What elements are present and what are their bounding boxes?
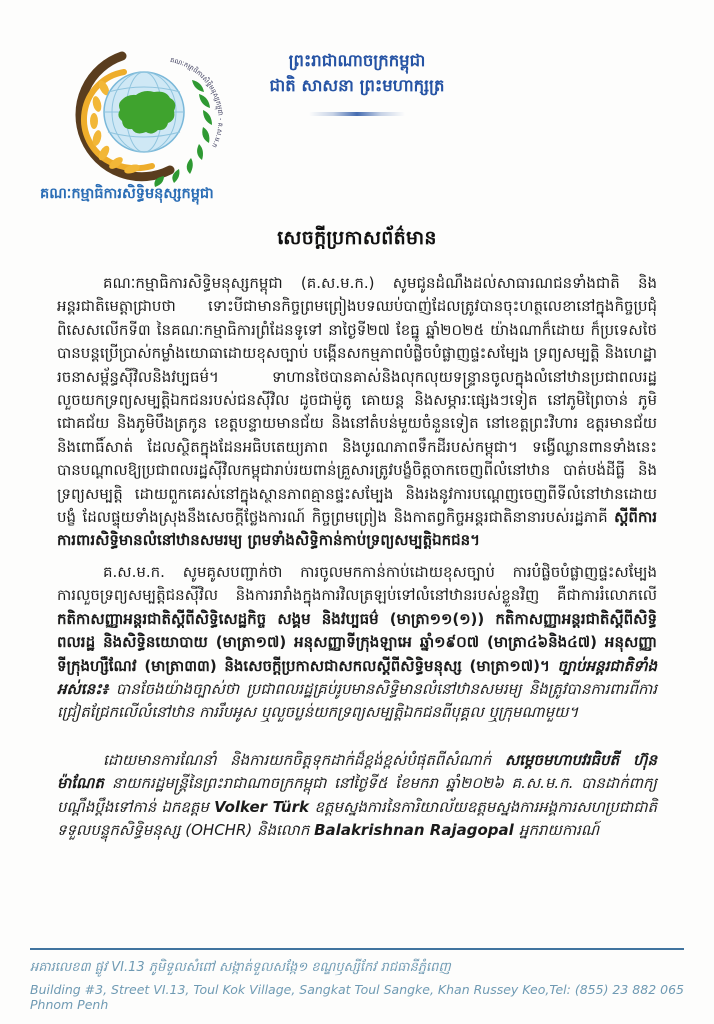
text-run: ដោយមានការណែនាំ និងការយកចិត្តទុកដាក់ដ៏ខ្ពង់ខ្ពស់បំផុតពីសំណាក់ xyxy=(103,750,505,769)
footer-address-khmer: អគារលេខ៣ ផ្លូវ VI.13 ភូមិទួលសំពៅ សង្កាត់ទួលសង្កែ១ ខណ្ឌឫស្សីកែវ រាជធានីភ្នំពេញ xyxy=(30,960,451,975)
paragraph xyxy=(57,749,657,843)
footer xyxy=(30,948,684,1012)
motto-line: ជាតិ សាសនា ព្រះមហាក្សត្រ xyxy=(269,76,445,95)
header-center xyxy=(0,48,714,116)
text-run: គណៈកម្មាធិការសិទ្ធិមនុស្សកម្ពុជា (គ.ស.ម.ក.) សូមជូនដំណឹងដល់សាធារណជនទាំងជាតិ និងអន្តរជាតិមេត្តាជ្រាបថា ទោះបីជាមានកិច្ចព្រមព្រៀងបទឈប់បាញ់ដែលត្រូវបានចុះហត្ថលេខានៅក្នុងកិច្ចប្រជុំពិសេសលើកទី៣ នៃគណៈកម្មាធិការព្រំដែនទូទៅ នាថ្ងៃទី២៧ ខែធ្នូ ឆ្នាំ២០២៥ យ៉ាងណាក៏ដោយ ក៏ប្រទេសថៃបានបន្តប្រើប្រាស់កម្លាំងយោធាដោយខុសច្បាប់ បង្កើនសកម្មភាពបំផ្លិចបំផ្លាញផ្ទះសម្បែង ទ្រព្យសម្បត្តិ និងហេដ្ឋារចនាសម្ព័ន្ធស៊ីវិលនិងវប្បធម៌។ ទាហានថៃបានគាស់និងលុកលុយទន្ទ្រានចូលក្នុងលំនៅឋានប្រជាពលរដ្ឋ លួចយកទ្រព្យសម្បត្តិឯកជនរបស់ជនស៊ីវិល ដូចជាម៉ូតូ គោយន្ត និងសម្ភារៈផ្សេងៗទៀត នៅភូមិព្រៃចាន់ ភូមិជោគជ័យ និងភូមិបឹងត្រកូន ខេត្តបន្ទាយមានជ័យ និងនៅតំបន់មួយចំនួនទៀត នៅខេត្តព្រះវិហារ ឧត្តរមានជ័យ និងពោធិ៍សាត់ ដែលស្ថិតក្នុងដែនអធិបតេយ្យភាព និងបូរណភាពទឹកដីរបស់កម្ពុជា។ ទង្វើឈ្លានពានទាំងនេះ បានបណ្តាលឱ្យប្រជាពលរដ្ឋស៊ីវិលកម្ពុជារាប់រយពាន់គ្រួសារត្រូវបង្ខំចិត្តចាកចេញពីលំនៅឋាន បាត់បង់ដីធ្លី និងទ្រព្យសម្បត្តិ ដោយពួកគេរស់នៅក្នុងស្ថានភាពគ្មានផ្ទះសម្បែង និងរងនូវការបណ្តេញចេញពីទីលំនៅឋានដោយបង្ខំ ដែលផ្ទុយទាំងស្រុងនឹងសេចក្តីថ្លែងការណ៍ កិច្ចព្រមព្រៀង និងកាតព្វកិច្ចអន្តរជាតិនានារបស់រដ្ឋភាគី xyxy=(57,274,657,527)
footer-telephone: Tel: (855) 23 882 065 xyxy=(549,982,684,997)
committee-name: គណៈកម្មាធិការសិទ្ធិមនុស្សកម្ពុជា xyxy=(40,186,214,202)
body-paragraphs xyxy=(57,272,657,850)
kingdom-line: ព្រះរាជាណាចក្រកម្ពុជា xyxy=(288,51,426,70)
text-run: បានចែងយ៉ាងច្បាស់ថា ប្រជាពលរដ្ឋគ្រប់រូបមានសិទ្ធិមានលំនៅឋានសមរម្យ និងត្រូវបានការពារពីការជ្រៀតជ្រែកលើលំនៅឋាន ការរឹបអូស ឬលួចប្លន់យកទ្រព្យសម្បត្តិឯកជនពីបុគ្គល ឬក្រុមណាមួយ។ xyxy=(57,679,658,722)
paragraph xyxy=(57,272,657,553)
text-run: ច្បាប់អន្តរជាតិទាំងអស់នេះ៖ xyxy=(57,656,657,698)
footer-address-english: Building #3, Street VI.13, Toul Kok Village, Sangkat Toul Sangke, Khan Russey Keo, Phnom Penh xyxy=(30,982,550,1012)
text-run: សម្តេចមហាបវរធិបតី ហ៊ុន ម៉ាណែត xyxy=(57,750,657,793)
text-run: អ្នករាយការណ៍ xyxy=(518,820,600,839)
header-divider xyxy=(309,112,405,116)
text-run: ឧត្តមស្នងការនៃការិយាល័យឧត្តមស្នងការអង្គការសហប្រជាជាតិទទួលបន្ទុកសិទ្ធិមនុស្ស (OHCHR) និងលោក xyxy=(57,797,657,839)
text-run: ស្តីពីការការពារសិទ្ធិមានលំនៅឋានសមរម្យ ព្រមទាំងសិទ្ធិកាន់កាប់ទ្រព្យសម្បត្តិឯកជន។ xyxy=(57,508,657,550)
footer-row xyxy=(30,982,684,1012)
text-run: កតិកាសញ្ញាអន្តរជាតិស្តីពីសិទ្ធិសេដ្ឋកិច្ច សង្គម និងវប្បធម៌ (មាត្រា១១(១)) កតិកាសញ្ញាអន្តរជាតិស្តីពីសិទ្ធិពលរដ្ឋ និងសិទ្ធិនយោបាយ (មាត្រា១៧) អនុសញ្ញាទីក្រុងឡាអេ ឆ្នាំ១៩០៧ (មាត្រា៤៦និង៤៧) អនុសញ្ញាទីក្រុងហ្សឺណែវ (មាត្រា៣៣) និងសេចក្តីប្រកាសជាសកលស្តីពីសិទ្ធិមនុស្ស (មាត្រា១៧)។ xyxy=(57,609,657,675)
text-run: គ.ស.ម.ក. សូមគូសបញ្ជាក់ថា ការចូលមកកាន់កាប់ដោយខុសច្បាប់ ការបំផ្លិចបំផ្លាញផ្ទះសម្បែង ការលួចទ្រព្យសម្បត្តិជនស៊ីវិល និងការរារាំងក្នុងការវិលត្រឡប់ទៅលំនៅឋានរបស់ខ្លួនវិញ គឺជាការរំលោភលើ xyxy=(57,562,657,605)
text-run: Balakrishnan Rajagopal xyxy=(314,820,519,839)
page-title: សេចក្តីប្រកាសព័ត៌មាន xyxy=(277,227,437,249)
text-run: Volker Türk xyxy=(214,797,315,816)
logo-arc-text: គណៈកម្មាធិការសិទ្ធិមនុស្សកម្ពុជា - គ.ស.ម.ក xyxy=(169,56,225,149)
paragraph xyxy=(57,561,657,725)
text-run: នាយករដ្ឋមន្ត្រីនៃព្រះរាជាណាចក្រកម្ពុជា នៅថ្ងៃទី៥ ខែមករា ឆ្នាំ២០២៦ គ.ស.ម.ក. បានដាក់ពាក្យបណ្តឹងប្តឹងទៅកាន់ ឯកឧត្តម xyxy=(57,774,657,816)
